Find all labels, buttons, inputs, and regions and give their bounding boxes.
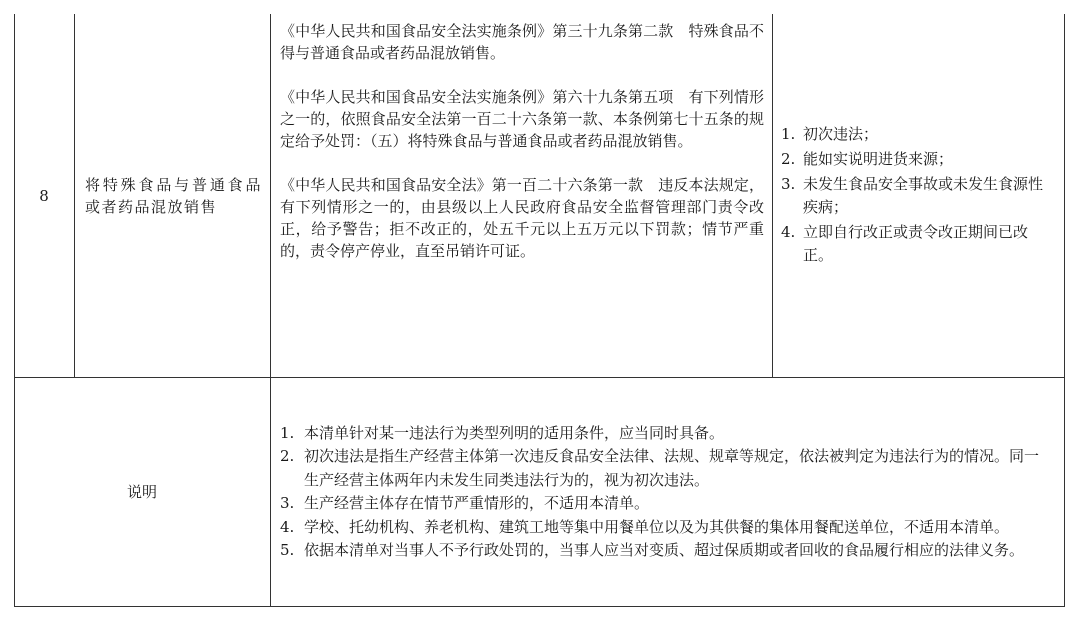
- legal-basis-paragraph: 《中华人民共和国食品安全法实施条例》第三十九条第二款 特殊食品不得与普通食品或者药品混放销售。: [280, 22, 764, 62]
- note-item: 1. 本清单针对某一违法行为类型列明的适用条件，应当同时具备。: [280, 423, 725, 442]
- conditions-cell: [773, 14, 1064, 378]
- condition-item: 3. 未发生食品安全事故或未发生食源性疾病；: [781, 175, 1044, 216]
- notes-label: 说明: [126, 483, 157, 501]
- condition-item: 2. 能如实说明进货来源；: [781, 150, 954, 168]
- note-item: 2. 初次违法是指生产经营主体第一次违反食品安全法律、法规、规章等规定，依法被判定为违法行为的情况。同一生产经营主体两年内未发生同类违法行为的，视为初次违法。: [280, 447, 1040, 489]
- rules-table: [14, 14, 1065, 607]
- note-item: 3. 生产经营主体存在情节严重情形的，不适用本清单。: [280, 494, 650, 512]
- table-border-bottom: [14, 606, 1065, 607]
- behavior-cell: [75, 14, 270, 378]
- behavior-text: 将特殊食品与普通食品或者药品混放销售: [85, 176, 262, 216]
- notes-label-cell: [14, 378, 270, 606]
- condition-item: 1. 初次违法；: [781, 125, 879, 143]
- legal-basis-cell: [271, 20, 772, 375]
- row-number-cell: [14, 14, 74, 378]
- conditions-list: [781, 123, 1050, 269]
- row-number: 8: [39, 187, 49, 205]
- notes-cell: [271, 378, 1064, 606]
- note-item: 5. 依据本清单对当事人不予行政处罚的，当事人应当对变质、超过保质期或者回收的食品履行相应的法律义务。: [280, 541, 1025, 559]
- notes-list: [280, 422, 1052, 563]
- legal-basis-paragraph: 《中华人民共和国食品安全法实施条例》第六十九条第五项 有下列情形之一的，依照食品安全法第一百二十六条第一款、本条例第七十五条的规定给予处罚：（五）将特殊食品与普通食品或者药品混放销售。: [280, 88, 764, 150]
- condition-item: 4. 立即自行改正或责令改正期间已改正。: [781, 223, 1029, 264]
- note-item: 4. 学校、托幼机构、养老机构、建筑工地等集中用餐单位以及为其供餐的集体用餐配送单位，不适用本清单。: [280, 517, 1010, 536]
- table-border-right: [1064, 14, 1065, 607]
- legal-basis-paragraph: 《中华人民共和国食品安全法》第一百二十六条第一款 违反本法规定，有下列情形之一的，由县级以上人民政府食品安全监督管理部门责令改正，给予警告；拒不改正的，处五千元以上五万元以下罚款；情节严重的，责令停产停业，直至吊销许可证。: [280, 176, 764, 260]
